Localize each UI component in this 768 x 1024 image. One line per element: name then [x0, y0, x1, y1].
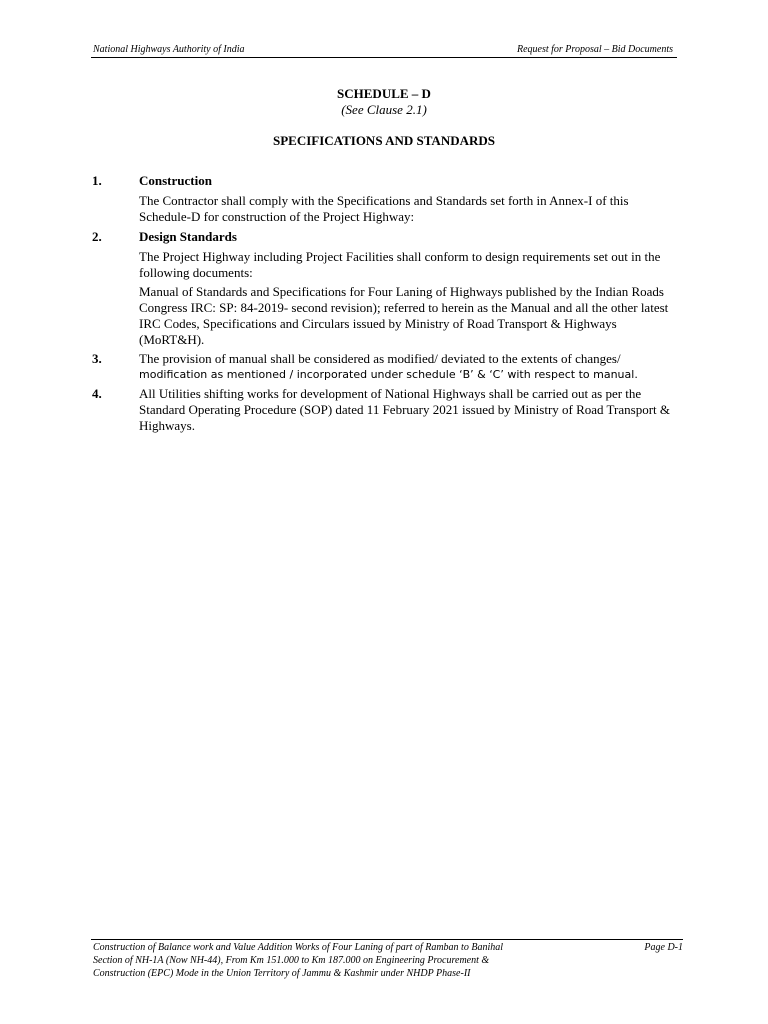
clause-number-3: 3. — [92, 351, 102, 366]
clause-heading-construction: Construction — [139, 173, 212, 188]
header-document-type: Request for Proposal – Bid Documents — [516, 44, 673, 55]
clause-3-paragraph — [139, 351, 677, 383]
clause-1-paragraph: The Contractor shall comply with the Specifications and Standards set forth in Annex-I of this Schedule-D for construction of the Project Highway: — [139, 193, 629, 224]
clause-number-4: 4. — [92, 386, 102, 401]
clause-heading-design-standards: Design Standards — [139, 229, 237, 244]
section-heading: SPECIFICATIONS AND STANDARDS — [272, 133, 495, 148]
footer-line-3: Construction (EPC) Mode in the Union Territory of Jammu & Kashmir under NHDP Phase-II — [93, 968, 471, 979]
clause-4-paragraph: All Utilities shifting works for development of National Highways shall be carried out as per the Standard Operating Procedure (SOP) dated 11 February 2021 issued by Ministry of Road Transport & Highways. — [139, 386, 671, 433]
clause-number-2: 2. — [92, 229, 102, 244]
clause-2-paragraph-2: Manual of Standards and Specifications for Four Laning of Highways published by the Indian Roads Congress IRC: SP: 84-2019- second revision); referred to herein as the Manual and all the other latest IRC Codes, Specifications and Circulars issued by Ministry of Road Transport & Highways (MoRT&H). — [139, 284, 669, 347]
header-organization: National Highways Authority of India — [93, 44, 245, 55]
page-header — [91, 43, 677, 58]
clause-2-paragraph-1: The Project Highway including Project Facilities shall conform to design requirements set out in the following documents: — [139, 249, 661, 280]
page-number: Page D-1 — [644, 942, 683, 953]
clause-3-line-2: modification as mentioned / incorporated under schedule ‘B’ & ‘C’ with respect to manual. — [139, 368, 638, 381]
schedule-title: SCHEDULE – D — [337, 86, 431, 101]
footer-line-2: Section of NH-1A (Now NH-44), From Km 151.000 to Km 187.000 on Engineering Procurement & — [93, 955, 490, 966]
schedule-subtitle: (See Clause 2.1) — [341, 102, 427, 117]
footer-project-description — [93, 941, 593, 980]
footer-line-1: Construction of Balance work and Value Addition Works of Four Laning of part of Ramban to Banihal — [93, 942, 503, 953]
page-footer — [91, 939, 683, 979]
clause-3-line-1: The provision of manual shall be considered as modified/ deviated to the extents of changes/ — [139, 351, 621, 366]
clause-number-1: 1. — [92, 173, 102, 188]
